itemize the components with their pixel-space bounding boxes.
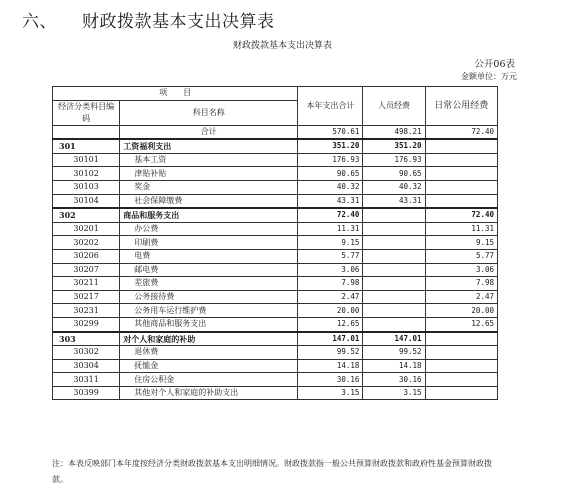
row-code: 30201 [53,222,120,236]
row-personnel: 14.18 [363,359,425,373]
row-name: 办公费 [120,222,298,236]
row-personnel [363,304,425,318]
row-public [425,332,497,346]
row-name: 抚恤金 [120,359,298,373]
table-row [53,125,498,139]
row-total: 3.06 [298,263,363,277]
row-code: 30206 [53,249,120,263]
row-total: 351.20 [298,139,363,153]
table-row [53,167,498,181]
row-public [425,180,497,194]
row-personnel [363,290,425,304]
row-code: 301 [53,139,120,153]
row-name: 基本工资 [120,153,298,167]
row-public [425,139,497,153]
table-row [53,359,498,373]
row-public: 5.77 [425,249,497,263]
table-row [53,222,498,236]
row-total: 7.98 [298,277,363,291]
row-name: 差旅费 [120,277,298,291]
row-public: 20.00 [425,304,497,318]
row-name: 商品和服务支出 [120,208,298,222]
row-personnel [363,236,425,250]
row-public [425,373,497,387]
row-personnel: 498.21 [363,125,425,139]
row-total: 11.31 [298,222,363,236]
row-public [425,167,497,181]
row-code: 30211 [53,277,120,291]
row-name: 公务接待费 [120,290,298,304]
header-personnel: 人员经费 [363,87,425,126]
row-total: 9.15 [298,236,363,250]
row-code: 30299 [53,317,120,331]
row-name: 公务用车运行维护费 [120,304,298,318]
row-personnel: 3.15 [363,386,425,400]
row-name: 其他对个人和家庭的补助支出 [120,386,298,400]
row-total: 147.01 [298,332,363,346]
row-total: 40.32 [298,180,363,194]
footnote: 注：本表反映部门本年度按经济分类财政拨款基本支出明细情况。财政拨款指一般公共预算财政拨款和政府性基金预算财政拨款。 [52,459,492,484]
row-total: 99.52 [298,346,363,360]
row-code: 30311 [53,373,120,387]
row-personnel: 176.93 [363,153,425,167]
table-row [53,194,498,208]
table-row [53,208,498,222]
row-name: 住房公积金 [120,373,298,387]
row-public: 2.47 [425,290,497,304]
row-personnel: 90.65 [363,167,425,181]
row-code: 30202 [53,236,120,250]
row-code: 30304 [53,359,120,373]
row-public [425,359,497,373]
row-total: 14.18 [298,359,363,373]
row-public [425,153,497,167]
row-code: 302 [53,208,120,222]
row-name: 其他商品和服务支出 [120,317,298,331]
row-personnel [363,222,425,236]
row-total: 90.65 [298,167,363,181]
row-code: 30217 [53,290,120,304]
row-code: 30399 [53,386,120,400]
row-name: 退休费 [120,346,298,360]
row-code: 30101 [53,153,120,167]
table-row [53,263,498,277]
table-row [53,139,498,153]
expenditure-table [52,86,498,400]
row-personnel: 99.52 [363,346,425,360]
row-public: 12.65 [425,317,497,331]
header-name: 科目名称 [120,100,298,125]
table-row [53,290,498,304]
row-total: 176.93 [298,153,363,167]
table-row [53,249,498,263]
table-row [53,332,498,346]
section-title: 财政拨款基本支出决算表 [82,12,275,32]
row-name: 电费 [120,249,298,263]
row-public [425,346,497,360]
row-code: 30231 [53,304,120,318]
table-row [53,304,498,318]
row-total: 12.65 [298,317,363,331]
row-code [53,125,120,139]
row-public: 72.40 [425,125,497,139]
row-code: 30102 [53,167,120,181]
row-public: 9.15 [425,236,497,250]
row-public: 3.06 [425,263,497,277]
row-name: 邮电费 [120,263,298,277]
row-personnel: 147.01 [363,332,425,346]
row-personnel [363,249,425,263]
row-personnel: 40.32 [363,180,425,194]
header-item: 项 目 [53,87,298,101]
row-public: 11.31 [425,222,497,236]
row-total: 72.40 [298,208,363,222]
row-total: 43.31 [298,194,363,208]
section-heading [22,7,275,32]
table-row [53,386,498,400]
row-public: 7.98 [425,277,497,291]
row-name: 对个人和家庭的补助 [120,332,298,346]
row-public [425,194,497,208]
row-total: 5.77 [298,249,363,263]
row-name: 印刷费 [120,236,298,250]
row-public [425,386,497,400]
row-code: 30103 [53,180,120,194]
row-public: 72.40 [425,208,497,222]
row-name: 奖金 [120,180,298,194]
row-personnel [363,317,425,331]
row-name: 津贴补贴 [120,167,298,181]
table-row [53,180,498,194]
row-personnel [363,263,425,277]
row-total: 30.16 [298,373,363,387]
form-number: 公开06表 [474,59,515,70]
row-personnel: 43.31 [363,194,425,208]
row-personnel [363,277,425,291]
row-total: 570.61 [298,125,363,139]
row-total: 2.47 [298,290,363,304]
row-total: 20.00 [298,304,363,318]
header-total: 本年支出合计 [298,87,363,126]
row-code: 30207 [53,263,120,277]
table-row [53,317,498,331]
table-row [53,373,498,387]
row-name: 工资福利支出 [120,139,298,153]
table-row [53,277,498,291]
row-total: 3.15 [298,386,363,400]
table-row [53,153,498,167]
row-code: 30104 [53,194,120,208]
row-personnel: 351.20 [363,139,425,153]
header-public: 日常公用经费 [425,87,497,126]
section-number: 六、 [22,12,57,32]
row-code: 303 [53,332,120,346]
row-name: 社会保障缴费 [120,194,298,208]
unit-label: 金额单位：万元 [461,72,517,81]
row-personnel [363,208,425,222]
table-row [53,346,498,360]
table-row [53,236,498,250]
row-code: 30302 [53,346,120,360]
row-name: 合计 [120,125,298,139]
table-title: 财政拨款基本支出决算表 [232,41,332,51]
row-personnel: 30.16 [363,373,425,387]
header-code: 经济分类科目编码 [53,100,120,125]
